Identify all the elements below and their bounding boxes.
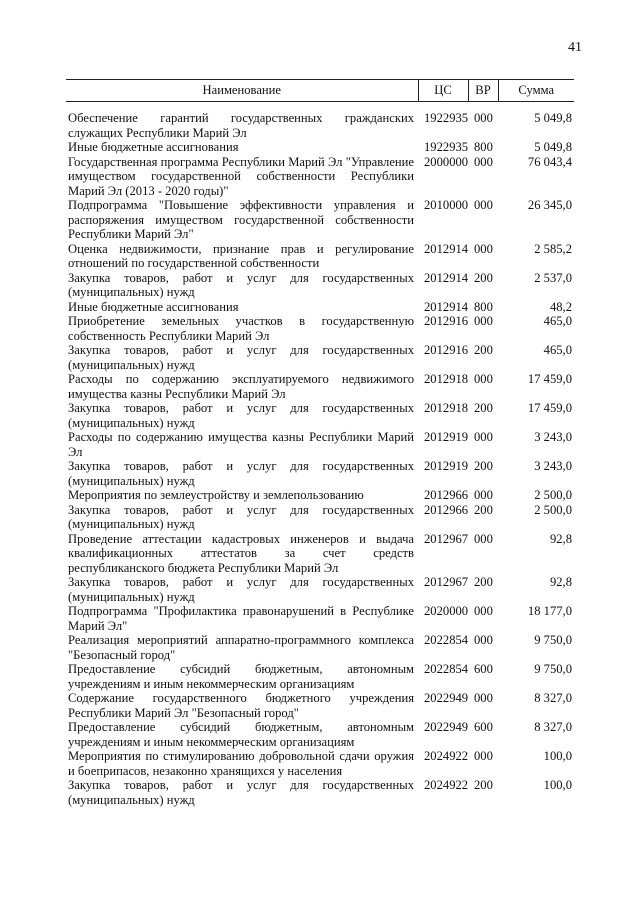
- row-vr-cell: 000: [474, 372, 493, 386]
- row-name-cell: Закупка товаров, работ и услуг для государственных (муниципальных) нужд: [68, 270, 414, 299]
- row-name-cell: Приобретение земельных участков в государственную собственность Республики Марий Эл: [68, 314, 414, 343]
- row-name-cell: Закупка товаров, работ и услуг для государственных (муниципальных) нужд: [68, 778, 414, 807]
- row-cs-cell: 1922935: [424, 140, 469, 154]
- row-cs-cell: 2012914: [424, 270, 469, 285]
- row-vr-cell: 000: [474, 604, 493, 618]
- row-sum-cell: 465,0: [543, 314, 572, 328]
- row-sum-cell: 2 500,0: [534, 488, 572, 502]
- row-sum-cell: 17 459,0: [527, 372, 572, 386]
- row-cs-cell: 2020000: [424, 604, 469, 618]
- row-cs-cell: 2010000: [424, 198, 469, 212]
- row-name-cell: Иные бюджетные ассигнования: [68, 299, 239, 314]
- row-cs-cell: 2012966: [424, 502, 469, 517]
- page-number: 41: [568, 40, 582, 55]
- row-cs-cell: 2022854: [424, 662, 469, 676]
- row-name-cell: Предоставление субсидий бюджетным, автономным учреждениям и иным некоммерческим организациям: [68, 720, 414, 749]
- row-vr-cell: 000: [474, 154, 493, 169]
- row-cs-cell: 2012918: [424, 401, 469, 415]
- row-name-cell: Закупка товаров, работ и услуг для государственных (муниципальных) нужд: [68, 459, 414, 488]
- row-vr-cell: 800: [474, 140, 493, 154]
- row-cs-cell: 2022854: [424, 633, 469, 647]
- table-row: [66, 102, 574, 141]
- row-cs-cell: 2012914: [424, 241, 469, 256]
- table-row: [66, 140, 574, 155]
- row-name-cell: Расходы по содержанию имущества казны Республики Марий Эл: [68, 430, 414, 459]
- row-name-cell: Содержание государственного бюджетного учреждения Республики Марий Эл "Безопасный город": [68, 691, 414, 720]
- table-row: [66, 430, 574, 459]
- row-sum-cell: 2 585,2: [534, 241, 572, 256]
- table-row: [66, 749, 574, 778]
- row-name-cell: Обеспечение гарантий государственных гражданских служащих Республики Марий Эл: [68, 111, 414, 140]
- row-cs-cell: 2024922: [424, 749, 469, 763]
- row-vr-cell: 000: [474, 314, 493, 328]
- row-sum-cell: 8 327,0: [534, 691, 572, 705]
- table-row: [66, 720, 574, 749]
- table-row: [66, 198, 574, 242]
- table-row: [66, 532, 574, 576]
- row-vr-cell: 200: [474, 401, 493, 415]
- row-vr-cell: 200: [474, 343, 493, 357]
- table-row: [66, 778, 574, 807]
- table-row: [66, 314, 574, 343]
- row-sum-cell: 92,8: [549, 531, 572, 546]
- row-cs-cell: 2012914: [424, 299, 469, 314]
- table-row: [66, 155, 574, 199]
- row-cs-cell: 2012967: [424, 531, 469, 546]
- row-vr-cell: 000: [474, 198, 493, 212]
- row-vr-cell: 000: [474, 111, 493, 125]
- row-name-cell: Оценка недвижимости, признание прав и регулирование отношений по государственной собственности: [68, 241, 414, 270]
- header-vr: ВР: [468, 80, 498, 102]
- row-cs-cell: 2022949: [424, 720, 469, 734]
- table-row: [66, 691, 574, 720]
- header-name: Наименование: [66, 80, 418, 102]
- row-name-cell: Реализация мероприятий аппаратно-программного комплекса "Безопасный город": [68, 633, 414, 662]
- row-cs-cell: 2012916: [424, 343, 469, 357]
- table-row: [66, 401, 574, 430]
- row-sum-cell: 76 043,4: [527, 154, 572, 169]
- row-sum-cell: 92,8: [549, 575, 572, 589]
- budget-table: [66, 79, 574, 807]
- row-cs-cell: 2012967: [424, 575, 469, 589]
- row-cs-cell: 2022949: [424, 691, 469, 705]
- row-vr-cell: 000: [474, 488, 493, 502]
- row-cs-cell: 2012919: [424, 430, 469, 444]
- row-sum-cell: 9 750,0: [534, 633, 572, 647]
- row-vr-cell: 200: [474, 270, 493, 285]
- table-row: [66, 662, 574, 691]
- table-row: [66, 300, 574, 315]
- row-vr-cell: 200: [474, 502, 493, 517]
- row-sum-cell: 100,0: [543, 749, 572, 763]
- table-header: [66, 80, 574, 102]
- row-sum-cell: 5 049,8: [534, 111, 572, 125]
- row-vr-cell: 000: [474, 691, 493, 705]
- row-vr-cell: 000: [474, 430, 493, 444]
- table-row: [66, 242, 574, 271]
- table-row: [66, 372, 574, 401]
- row-name-cell: Закупка товаров, работ и услуг для государственных (муниципальных) нужд: [68, 502, 414, 531]
- row-sum-cell: 3 243,0: [534, 430, 572, 444]
- row-vr-cell: 000: [474, 241, 493, 256]
- row-sum-cell: 18 177,0: [527, 604, 572, 618]
- row-name-cell: Закупка товаров, работ и услуг для государственных (муниципальных) нужд: [68, 401, 414, 430]
- row-sum-cell: 17 459,0: [527, 401, 572, 415]
- table-row: [66, 633, 574, 662]
- table-row: [66, 604, 574, 633]
- row-name-cell: Подпрограмма "Профилактика правонарушений в Республике Марий Эл": [68, 604, 414, 633]
- table-row: [66, 271, 574, 300]
- row-name-cell: Государственная программа Республики Марий Эл "Управление имуществом государственной собственности Республики Марий Эл (2013 - 2020 годы)": [68, 154, 414, 198]
- row-vr-cell: 000: [474, 633, 493, 647]
- row-sum-cell: 9 750,0: [534, 662, 572, 676]
- row-sum-cell: 26 345,0: [527, 198, 572, 212]
- row-name-cell: Мероприятия по стимулированию добровольной сдачи оружия и боеприпасов, незаконно хранящихся у населения: [68, 749, 414, 778]
- row-sum-cell: 5 049,8: [534, 140, 572, 154]
- row-name-cell: Расходы по содержанию эксплуатируемого недвижимого имущества казны Республики Марий Эл: [68, 372, 414, 401]
- table-row: [66, 343, 574, 372]
- row-vr-cell: 200: [474, 575, 493, 589]
- row-cs-cell: 2012916: [424, 314, 469, 328]
- row-cs-cell: 2012918: [424, 372, 469, 386]
- row-cs-cell: 2024922: [424, 778, 469, 792]
- row-sum-cell: 8 327,0: [534, 720, 572, 734]
- row-name-cell: Иные бюджетные ассигнования: [68, 140, 239, 154]
- row-sum-cell: 465,0: [543, 343, 572, 357]
- row-sum-cell: 3 243,0: [534, 459, 572, 473]
- row-name-cell: Проведение аттестации кадастровых инженеров и выдача квалификационных аттестатов за счет средств республиканского бюджета Республики Марий Эл: [68, 531, 414, 575]
- row-vr-cell: 200: [474, 459, 493, 473]
- table-row: [66, 459, 574, 488]
- row-sum-cell: 100,0: [543, 778, 572, 792]
- row-sum-cell: 2 537,0: [534, 270, 572, 285]
- row-cs-cell: 2012966: [424, 488, 469, 502]
- row-vr-cell: 200: [474, 778, 493, 792]
- row-cs-cell: 2012919: [424, 459, 469, 473]
- row-name-cell: Предоставление субсидий бюджетным, автономным учреждениям и иным некоммерческим организациям: [68, 662, 414, 691]
- table-body: [66, 102, 574, 808]
- row-vr-cell: 000: [474, 749, 493, 763]
- row-vr-cell: 000: [474, 531, 493, 546]
- table-row: [66, 575, 574, 604]
- row-vr-cell: 600: [474, 662, 493, 676]
- row-vr-cell: 800: [474, 299, 493, 314]
- row-name-cell: Закупка товаров, работ и услуг для государственных (муниципальных) нужд: [68, 575, 414, 604]
- table-row: [66, 503, 574, 532]
- row-sum-cell: 48,2: [549, 299, 572, 314]
- row-vr-cell: 600: [474, 720, 493, 734]
- row-cs-cell: 2000000: [424, 154, 469, 169]
- row-name-cell: Мероприятия по землеустройству и землепользованию: [68, 488, 364, 502]
- row-name-cell: Закупка товаров, работ и услуг для государственных (муниципальных) нужд: [68, 343, 414, 372]
- row-name-cell: Подпрограмма "Повышение эффективности управления и распоряжения имуществом государственной собственности Республики Марий Эл": [68, 198, 414, 241]
- table-row: [66, 488, 574, 503]
- row-cs-cell: 1922935: [424, 111, 469, 125]
- header-row: [66, 80, 574, 102]
- header-cs: ЦС: [418, 80, 468, 102]
- header-sum: Сумма: [498, 80, 574, 102]
- row-sum-cell: 2 500,0: [534, 502, 572, 517]
